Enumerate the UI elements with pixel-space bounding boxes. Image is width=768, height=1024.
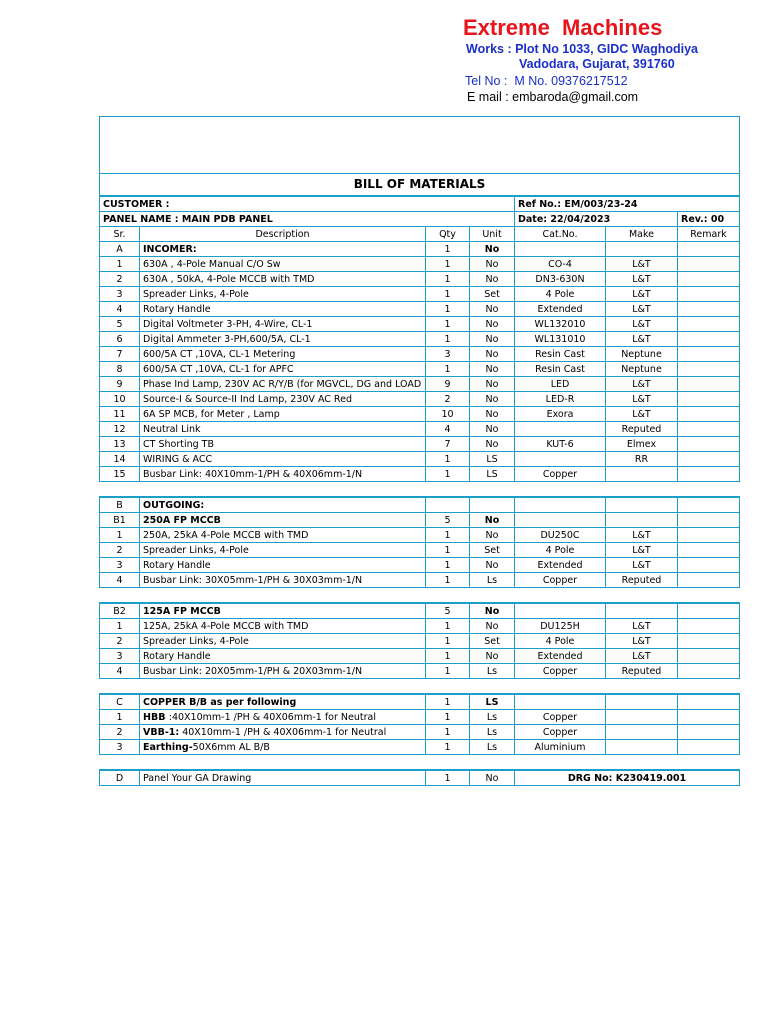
row-qty: 3 — [426, 347, 470, 362]
row-remark — [678, 362, 740, 377]
row-description: Source-I & Source-II Ind Lamp, 230V AC Red — [140, 392, 426, 407]
table-row — [100, 634, 740, 649]
row-make: Reputed — [606, 573, 678, 588]
row-unit: No — [470, 407, 515, 422]
row-cat-no: DU250C — [515, 528, 606, 543]
row-cat-no: Copper — [515, 467, 606, 482]
row-remark — [678, 422, 740, 437]
row-description: Digital Ammeter 3-PH,600/5A, CL-1 — [140, 332, 426, 347]
row-make: L&T — [606, 558, 678, 573]
row-description: 600/5A CT ,10VA, CL-1 Metering — [140, 347, 426, 362]
revision: Rev.: 00 — [678, 212, 740, 227]
row-make: L&T — [606, 649, 678, 664]
row-description: Rotary Handle — [140, 302, 426, 317]
busbar-label: VBB-1: — [143, 726, 180, 738]
section-sr: A — [100, 242, 140, 257]
row-make: L&T — [606, 272, 678, 287]
table-row — [100, 467, 740, 482]
row-description: CT Shorting TB — [140, 437, 426, 452]
row-sr: 10 — [100, 392, 140, 407]
row-qty: 1 — [426, 740, 470, 755]
row-description: Spreader Links, 4-Pole — [140, 287, 426, 302]
bill-of-materials-table — [99, 116, 740, 786]
table-row — [100, 302, 740, 317]
row-sr: 2 — [100, 725, 140, 740]
row-sr: 3 — [100, 649, 140, 664]
row-description: Spreader Links, 4-Pole — [140, 634, 426, 649]
table-row — [100, 272, 740, 287]
row-sr: 4 — [100, 664, 140, 679]
row-qty: 1 — [426, 528, 470, 543]
customer-label: CUSTOMER : — [100, 196, 515, 212]
row-qty: 10 — [426, 407, 470, 422]
row-cat-no: 4 Pole — [515, 287, 606, 302]
table-row — [100, 664, 740, 679]
row-make: Reputed — [606, 664, 678, 679]
row-make: L&T — [606, 257, 678, 272]
table-row — [100, 392, 740, 407]
section-header-b1 — [100, 513, 740, 528]
row-qty: 1 — [426, 649, 470, 664]
row-make: L&T — [606, 392, 678, 407]
col-description: Description — [140, 227, 426, 242]
section-qty — [426, 497, 470, 513]
table-row — [100, 543, 740, 558]
row-qty: 2 — [426, 392, 470, 407]
section-sr: B2 — [100, 603, 140, 619]
row-description: Rotary Handle — [140, 649, 426, 664]
row-sr: 1 — [100, 710, 140, 725]
row-remark — [678, 332, 740, 347]
row-cat-no: DU125H — [515, 619, 606, 634]
row-cat-no: Copper — [515, 573, 606, 588]
row-unit: No — [470, 302, 515, 317]
row-cat-no — [515, 422, 606, 437]
table-row — [100, 377, 740, 392]
row-description — [140, 725, 426, 740]
section-qty: 1 — [426, 242, 470, 257]
col-cat-no: Cat.No. — [515, 227, 606, 242]
row-remark — [678, 257, 740, 272]
works-address-line2: Vadodara, Gujarat, 391760 — [519, 57, 675, 71]
busbar-label: HBB — [143, 711, 169, 723]
row-remark — [678, 649, 740, 664]
row-make — [606, 467, 678, 482]
row-remark — [678, 543, 740, 558]
title-row — [100, 174, 740, 197]
row-remark — [678, 377, 740, 392]
section-sr: C — [100, 694, 140, 710]
row-qty: 1 — [426, 332, 470, 347]
row-description — [140, 710, 426, 725]
row-cat-no: WL131010 — [515, 332, 606, 347]
row-unit: No — [470, 272, 515, 287]
row-make: RR — [606, 452, 678, 467]
row-unit: No — [470, 347, 515, 362]
table-row — [100, 619, 740, 634]
col-remark: Remark — [678, 227, 740, 242]
row-make: L&T — [606, 302, 678, 317]
row-remark — [678, 407, 740, 422]
row-cat-no: WL132010 — [515, 317, 606, 332]
row-remark — [678, 528, 740, 543]
section-sr: D — [100, 770, 140, 786]
row-qty: 1 — [426, 362, 470, 377]
table-row — [100, 573, 740, 588]
row-sr: 2 — [100, 634, 140, 649]
row-sr: 4 — [100, 302, 140, 317]
row-remark — [678, 452, 740, 467]
column-header-row — [100, 227, 740, 242]
row-description: Busbar Link: 20X05mm-1/PH & 20X03mm-1/N — [140, 664, 426, 679]
row-make: L&T — [606, 528, 678, 543]
drawing-number: DRG No: K230419.001 — [515, 770, 740, 786]
section-row-d — [100, 770, 740, 786]
row-remark — [678, 573, 740, 588]
row-unit: Ls — [470, 664, 515, 679]
row-sr: 3 — [100, 287, 140, 302]
row-cat-no: Aluminium — [515, 740, 606, 755]
row-cat-no: Resin Cast — [515, 347, 606, 362]
row-qty: 1 — [426, 317, 470, 332]
row-unit: Ls — [470, 573, 515, 588]
row-unit: Set — [470, 543, 515, 558]
row-unit: Ls — [470, 740, 515, 755]
row-sr: 2 — [100, 543, 140, 558]
telephone: Tel No : M No. 09376217512 — [465, 74, 628, 88]
row-sr: 4 — [100, 573, 140, 588]
section-qty: 5 — [426, 513, 470, 528]
row-unit: No — [470, 770, 515, 786]
row-sr: 11 — [100, 407, 140, 422]
row-unit: No — [470, 332, 515, 347]
row-qty: 1 — [426, 302, 470, 317]
table-row — [100, 452, 740, 467]
row-description: 6A SP MCB, for Meter , Lamp — [140, 407, 426, 422]
panel-name: PANEL NAME : MAIN PDB PANEL — [100, 212, 515, 227]
row-cat-no: DN3-630N — [515, 272, 606, 287]
row-remark — [678, 437, 740, 452]
section-header-b — [100, 497, 740, 513]
email-address: E mail : embaroda@gmail.com — [467, 90, 639, 104]
row-sr: 2 — [100, 272, 140, 287]
section-unit — [470, 497, 515, 513]
busbar-spec: 50X6mm AL B/B — [192, 741, 270, 753]
row-sr: 3 — [100, 740, 140, 755]
row-unit: No — [470, 528, 515, 543]
section-title: OUTGOING: — [140, 497, 426, 513]
spacer-row — [100, 482, 740, 498]
row-make: L&T — [606, 619, 678, 634]
row-remark — [678, 392, 740, 407]
col-unit: Unit — [470, 227, 515, 242]
date: Date: 22/04/2023 — [515, 212, 678, 227]
row-unit: LS — [470, 452, 515, 467]
spacer-row — [100, 755, 740, 771]
row-cat-no: LED — [515, 377, 606, 392]
row-unit: No — [470, 649, 515, 664]
row-sr: 7 — [100, 347, 140, 362]
row-unit: No — [470, 362, 515, 377]
table-row — [100, 649, 740, 664]
row-qty: 1 — [426, 664, 470, 679]
row-remark — [678, 272, 740, 287]
table-row — [100, 437, 740, 452]
section-unit: No — [470, 242, 515, 257]
row-make: L&T — [606, 317, 678, 332]
spacer-row — [100, 679, 740, 695]
table-row — [100, 725, 740, 740]
row-description: WIRING & ACC — [140, 452, 426, 467]
row-cat-no: Extended — [515, 302, 606, 317]
row-make: Reputed — [606, 422, 678, 437]
col-qty: Qty — [426, 227, 470, 242]
section-title: 125A FP MCCB — [140, 603, 426, 619]
row-cat-no: 4 Pole — [515, 543, 606, 558]
row-unit: No — [470, 619, 515, 634]
row-cat-no: Resin Cast — [515, 362, 606, 377]
table-row — [100, 558, 740, 573]
table-row — [100, 407, 740, 422]
row-qty: 1 — [426, 257, 470, 272]
row-cat-no: LED-R — [515, 392, 606, 407]
row-description: Rotary Handle — [140, 558, 426, 573]
row-cat-no: CO-4 — [515, 257, 606, 272]
row-qty: 1 — [426, 710, 470, 725]
table-row — [100, 710, 740, 725]
section-title: COPPER B/B as per following — [140, 694, 426, 710]
row-description: Phase Ind Lamp, 230V AC R/Y/B (for MGVCL, DG and LOAD — [140, 377, 426, 392]
row-make: L&T — [606, 407, 678, 422]
row-qty: 4 — [426, 422, 470, 437]
row-sr: 6 — [100, 332, 140, 347]
customer-row — [100, 196, 740, 212]
table-row — [100, 257, 740, 272]
row-qty: 1 — [426, 467, 470, 482]
row-description: Spreader Links, 4-Pole — [140, 543, 426, 558]
row-unit: No — [470, 437, 515, 452]
row-sr: 14 — [100, 452, 140, 467]
row-qty: 7 — [426, 437, 470, 452]
row-make: Neptune — [606, 362, 678, 377]
row-unit: No — [470, 392, 515, 407]
letterhead — [462, 14, 762, 105]
row-make: L&T — [606, 543, 678, 558]
row-unit: No — [470, 558, 515, 573]
row-qty: 1 — [426, 452, 470, 467]
logo-area-row — [100, 117, 740, 174]
row-unit: Ls — [470, 710, 515, 725]
row-qty: 1 — [426, 634, 470, 649]
row-unit: No — [470, 257, 515, 272]
row-remark — [678, 664, 740, 679]
row-make: L&T — [606, 287, 678, 302]
section-title: INCOMER: — [140, 242, 426, 257]
table-row — [100, 740, 740, 755]
row-qty: 1 — [426, 770, 470, 786]
section-header-b2 — [100, 603, 740, 619]
row-cat-no — [515, 452, 606, 467]
row-cat-no: Extended — [515, 649, 606, 664]
section-header-a — [100, 242, 740, 257]
row-cat-no: Extended — [515, 558, 606, 573]
ref-no: Ref No.: EM/003/23-24 — [515, 196, 740, 212]
row-make: Neptune — [606, 347, 678, 362]
section-qty: 1 — [426, 694, 470, 710]
row-description — [140, 740, 426, 755]
row-sr: 12 — [100, 422, 140, 437]
row-qty: 1 — [426, 725, 470, 740]
table-row — [100, 422, 740, 437]
row-unit: Ls — [470, 725, 515, 740]
row-unit: Set — [470, 287, 515, 302]
spacer-row — [100, 588, 740, 604]
row-qty: 1 — [426, 272, 470, 287]
row-description: 630A , 4-Pole Manual C/O Sw — [140, 257, 426, 272]
section-sr: B1 — [100, 513, 140, 528]
row-description: Neutral Link — [140, 422, 426, 437]
busbar-spec: 40X10mm-1 /PH & 40X06mm-1 for Neutral — [179, 726, 387, 738]
row-cat-no: Copper — [515, 725, 606, 740]
row-sr: 1 — [100, 528, 140, 543]
panel-name-row — [100, 212, 740, 227]
row-cat-no: Exora — [515, 407, 606, 422]
row-qty: 1 — [426, 619, 470, 634]
row-description: Busbar Link: 40X10mm-1/PH & 40X06mm-1/N — [140, 467, 426, 482]
row-remark — [678, 302, 740, 317]
row-remark — [678, 558, 740, 573]
row-description: Busbar Link: 30X05mm-1/PH & 30X03mm-1/N — [140, 573, 426, 588]
busbar-label: Earthing- — [143, 741, 193, 753]
row-unit: No — [470, 422, 515, 437]
table-row — [100, 317, 740, 332]
row-unit: No — [470, 377, 515, 392]
row-cat-no: Copper — [515, 710, 606, 725]
row-sr: 15 — [100, 467, 140, 482]
row-sr: 3 — [100, 558, 140, 573]
row-cat-no: 4 Pole — [515, 634, 606, 649]
row-remark — [678, 634, 740, 649]
row-sr: 9 — [100, 377, 140, 392]
row-remark — [678, 347, 740, 362]
section-unit: LS — [470, 694, 515, 710]
row-remark — [678, 467, 740, 482]
row-sr: 1 — [100, 257, 140, 272]
row-sr: 13 — [100, 437, 140, 452]
row-remark — [678, 317, 740, 332]
col-make: Make — [606, 227, 678, 242]
table-row — [100, 287, 740, 302]
company-name: Extreme Machines — [463, 15, 663, 40]
table-row — [100, 347, 740, 362]
row-description: Panel Your GA Drawing — [140, 770, 426, 786]
row-qty: 1 — [426, 558, 470, 573]
row-cat-no: KUT-6 — [515, 437, 606, 452]
row-unit: Set — [470, 634, 515, 649]
row-sr: 1 — [100, 619, 140, 634]
row-description: 600/5A CT ,10VA, CL-1 for APFC — [140, 362, 426, 377]
table-row — [100, 362, 740, 377]
col-sr: Sr. — [100, 227, 140, 242]
section-qty: 5 — [426, 603, 470, 619]
row-make: L&T — [606, 332, 678, 347]
row-sr: 5 — [100, 317, 140, 332]
section-sr: B — [100, 497, 140, 513]
row-unit: No — [470, 317, 515, 332]
row-description: Digital Voltmeter 3-PH, 4-Wire, CL-1 — [140, 317, 426, 332]
table-row — [100, 528, 740, 543]
row-sr: 8 — [100, 362, 140, 377]
section-title: 250A FP MCCB — [140, 513, 426, 528]
row-remark — [678, 287, 740, 302]
row-unit: LS — [470, 467, 515, 482]
busbar-spec: :40X10mm-1 /PH & 40X06mm-1 for Neutral — [168, 711, 376, 723]
table-row — [100, 332, 740, 347]
row-qty: 1 — [426, 543, 470, 558]
row-description: 125A, 25kA 4-Pole MCCB with TMD — [140, 619, 426, 634]
works-address-line1: Works : Plot No 1033, GIDC Waghodiya — [466, 42, 698, 56]
section-unit: No — [470, 513, 515, 528]
row-description: 250A, 25kA 4-Pole MCCB with TMD — [140, 528, 426, 543]
row-make: L&T — [606, 377, 678, 392]
row-cat-no: Copper — [515, 664, 606, 679]
row-make: Elmex — [606, 437, 678, 452]
row-qty: 1 — [426, 287, 470, 302]
row-make: L&T — [606, 634, 678, 649]
section-header-c — [100, 694, 740, 710]
row-qty: 1 — [426, 573, 470, 588]
section-unit: No — [470, 603, 515, 619]
row-remark — [678, 619, 740, 634]
row-description: 630A , 50kA, 4-Pole MCCB with TMD — [140, 272, 426, 287]
row-qty: 9 — [426, 377, 470, 392]
document-title: BILL OF MATERIALS — [100, 174, 740, 197]
